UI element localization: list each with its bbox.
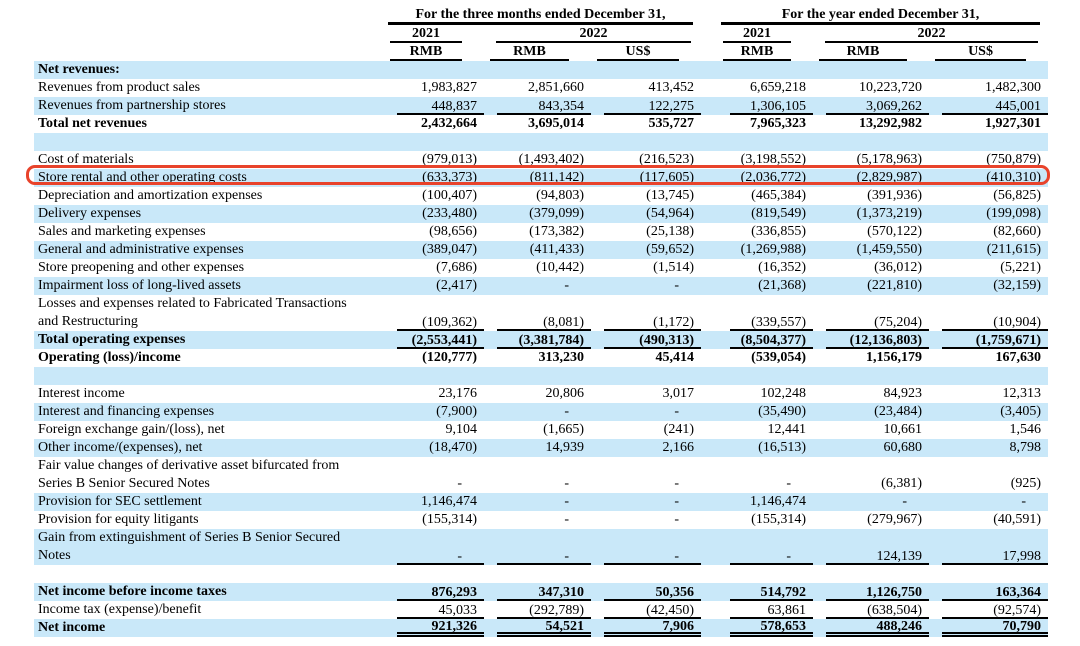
currency-header: US$ [597, 43, 679, 61]
year-header: 2022 [825, 25, 1038, 43]
cell-value [813, 133, 929, 151]
cell-value: 2,166 [591, 439, 701, 457]
cell-value: 1,306,105 [717, 97, 813, 115]
cell-value: (56,825) [993, 188, 1042, 203]
cell-value: (1,373,219) [813, 205, 929, 223]
cell-value: (391,936) [867, 188, 922, 203]
table-row [34, 97, 1048, 115]
cell-value: (1,172) [591, 313, 701, 331]
cell-value: (120,777) [422, 350, 477, 365]
cell-value [484, 529, 591, 547]
cell-value: 12,441 [767, 422, 806, 437]
cell-value: (92,574) [929, 601, 1048, 619]
cell-value: (490,313) [591, 331, 701, 349]
table-row [34, 241, 1048, 259]
cell-value: 122,275 [591, 97, 701, 115]
table-row [34, 313, 1048, 331]
cell-value: (54,964) [591, 205, 701, 223]
cell-value: 413,452 [648, 80, 694, 95]
year-header: 2021 [723, 25, 791, 43]
cell-value [591, 457, 701, 475]
cell-value: 535,727 [648, 116, 694, 131]
cell-value: (94,803) [536, 188, 584, 203]
table-row [34, 403, 1048, 421]
cell-value: - [717, 547, 813, 565]
cell-value: 3,069,262 [813, 97, 929, 115]
cell-value: - [564, 476, 569, 491]
cell-value: (21,368) [717, 277, 813, 295]
cell-value [717, 457, 813, 475]
currency-header: RMB [723, 43, 791, 61]
cell-value: 8,798 [929, 439, 1048, 457]
cell-value: (16,513) [717, 439, 813, 457]
cell-value: 578,653 [717, 619, 813, 637]
cell-value: 45,033 [384, 601, 484, 619]
cell-value: (1,493,402) [518, 152, 584, 167]
cell-value: - [384, 547, 484, 565]
row-label: Series B Senior Secured Notes [38, 476, 210, 491]
income-statement [34, 4, 1048, 637]
cell-value [717, 133, 813, 151]
cell-value [591, 529, 701, 547]
header-currency-row [34, 43, 1048, 61]
cell-value: (32,159) [929, 277, 1048, 295]
cell-value: 488,246 [813, 619, 929, 637]
cell-value [384, 61, 484, 79]
cell-value [384, 529, 484, 547]
cell-value: 124,139 [813, 547, 929, 565]
table-row [34, 457, 1048, 475]
cell-value: 63,861 [717, 601, 813, 619]
table-row [34, 205, 1048, 223]
cell-value: (23,484) [813, 403, 929, 421]
cell-value [484, 367, 591, 385]
cell-value: (411,433) [484, 241, 591, 259]
cell-value: 60,680 [813, 439, 929, 457]
cell-value: (35,490) [717, 403, 813, 421]
row-label: Operating (loss)/income [38, 350, 181, 365]
cell-value: (633,373) [384, 169, 484, 187]
cell-value: 167,630 [995, 350, 1042, 365]
cell-value [384, 133, 484, 151]
cell-value: (389,047) [384, 241, 484, 259]
table-row [34, 259, 1048, 277]
cell-value [384, 295, 484, 313]
cell-value [484, 295, 591, 313]
row-label: Total operating expenses [34, 331, 384, 349]
cell-value: (117,605) [591, 169, 701, 187]
cell-value: 1,146,474 [717, 493, 813, 511]
cell-value: (16,352) [758, 260, 806, 275]
cell-value: (2,036,772) [717, 169, 813, 187]
row-label: Total net revenues [38, 116, 147, 131]
table-row [34, 439, 1048, 457]
row-label: and Restructuring [38, 314, 138, 329]
cell-value: 13,292,982 [859, 116, 922, 131]
cell-value: - [591, 493, 701, 511]
cell-value: (109,362) [384, 313, 484, 331]
cell-value: (10,904) [929, 313, 1048, 331]
cell-value: 1,126,750 [813, 583, 929, 601]
currency-header: RMB [390, 43, 462, 61]
row-label: General and administrative expenses [34, 241, 384, 259]
cell-value: - [484, 403, 591, 421]
cell-value [813, 367, 929, 385]
cell-value: (173,382) [529, 224, 584, 239]
row-label: Revenues from product sales [38, 80, 201, 95]
cell-value: (6,381) [881, 476, 922, 491]
cell-value: (40,591) [993, 512, 1042, 527]
cell-value: (2,829,987) [813, 169, 929, 187]
cell-value: 20,806 [545, 386, 584, 401]
cell-value [813, 565, 929, 583]
header-year-row [34, 25, 1048, 43]
row-label: Gain from extinguishment of Series B Senior Secured [34, 529, 384, 547]
cell-value [813, 61, 929, 79]
cell-value: 1,927,301 [985, 116, 1042, 131]
table-row [34, 331, 1048, 349]
cell-value: (42,450) [591, 601, 701, 619]
cell-value: (7,686) [436, 260, 477, 275]
cell-value: 1,146,474 [384, 493, 484, 511]
cell-value: 7,965,323 [750, 116, 806, 131]
cell-value [384, 367, 484, 385]
cell-value: (819,549) [717, 205, 813, 223]
cell-value [484, 133, 591, 151]
cell-value: 102,248 [760, 386, 806, 401]
cell-value: (241) [663, 422, 694, 437]
cell-value [591, 565, 701, 583]
table-row [34, 529, 1048, 547]
cell-value [591, 133, 701, 151]
cell-value: (3,198,552) [740, 152, 806, 167]
cell-value: (3,381,784) [484, 331, 591, 349]
row-label: Net revenues: [34, 61, 384, 79]
cell-value: (1,459,550) [813, 241, 929, 259]
cell-value: (925) [1010, 476, 1042, 491]
cell-value: (233,480) [384, 205, 484, 223]
row-label: Interest income [38, 386, 125, 401]
cell-value: 10,223,720 [859, 80, 922, 95]
cell-value: (539,054) [751, 350, 806, 365]
row-label: Fair value changes of derivative asset bifurcated from [38, 458, 340, 473]
table-row [34, 349, 1048, 367]
cell-value: - [564, 512, 569, 527]
cell-value [384, 457, 484, 475]
currency-header: RMB [490, 43, 569, 61]
cell-value: 514,792 [717, 583, 813, 601]
spacer-row [34, 367, 1048, 385]
row-label: Sales and marketing expenses [38, 224, 206, 239]
cell-value: (336,855) [751, 224, 806, 239]
table-row [34, 223, 1048, 241]
cell-value: 163,364 [929, 583, 1048, 601]
row-label: Delivery expenses [34, 205, 384, 223]
cell-value: 876,293 [384, 583, 484, 601]
cell-value: 445,001 [929, 97, 1048, 115]
row-label: Provision for equity litigants [38, 512, 199, 527]
cell-value [384, 565, 484, 583]
cell-value [813, 529, 929, 547]
cell-value [717, 529, 813, 547]
cell-value: (10,442) [536, 260, 584, 275]
cell-value: (98,656) [429, 224, 477, 239]
cell-value: (2,553,441) [384, 331, 484, 349]
cell-value [929, 457, 1048, 475]
cell-value: - [786, 476, 791, 491]
cell-value: (1,269,988) [717, 241, 813, 259]
cell-value: 54,521 [484, 619, 591, 637]
cell-value: - [484, 493, 591, 511]
spacer-row [34, 565, 1048, 583]
cell-value [929, 295, 1048, 313]
cell-value: (410,310) [929, 169, 1048, 187]
cell-value: - [484, 277, 591, 295]
table-row [34, 79, 1048, 97]
cell-value: 313,230 [538, 350, 584, 365]
row-label: Notes [34, 547, 384, 565]
cell-value: - [813, 493, 929, 511]
cell-value: 70,790 [929, 619, 1048, 637]
cell-value: (12,136,803) [813, 331, 929, 349]
cell-value: (2,417) [384, 277, 484, 295]
table-row [34, 619, 1048, 637]
table-row [34, 61, 1048, 79]
cell-value [717, 565, 813, 583]
cell-value [484, 565, 591, 583]
row-label: Depreciation and amortization expenses [38, 188, 263, 203]
cell-value [591, 61, 701, 79]
currency-header: US$ [935, 43, 1026, 61]
cell-value: (216,523) [639, 152, 694, 167]
cell-value: (25,138) [646, 224, 694, 239]
row-label: Store preopening and other expenses [38, 260, 245, 275]
cell-value: 84,923 [883, 386, 922, 401]
period-group-title: For the three months ended December 31, [388, 4, 693, 25]
cell-value: (3,405) [929, 403, 1048, 421]
cell-value: 12,313 [1002, 386, 1042, 401]
cell-value: 3,695,014 [528, 116, 584, 131]
cell-value: 843,354 [484, 97, 591, 115]
cell-value: (155,314) [751, 512, 806, 527]
cell-value: (811,142) [484, 169, 591, 187]
cell-value [813, 457, 929, 475]
period-group-title: For the year ended December 31, [721, 4, 1040, 25]
table-row [34, 601, 1048, 619]
cell-value: 3,017 [662, 386, 694, 401]
cell-value: 10,661 [883, 422, 922, 437]
table-row [34, 187, 1048, 205]
row-label: Foreign exchange gain/(loss), net [38, 422, 225, 437]
cell-value: (465,384) [751, 188, 806, 203]
cell-value: (211,615) [929, 241, 1048, 259]
row-label: Provision for SEC settlement [34, 493, 384, 511]
row-label: Other income/(expenses), net [34, 439, 384, 457]
row-label: Income tax (expense)/benefit [38, 602, 202, 617]
table-row [34, 421, 1048, 439]
table-header [34, 4, 1048, 61]
cell-value: (1,665) [543, 422, 584, 437]
row-label: Interest and financing expenses [34, 403, 384, 421]
cell-value: (279,967) [867, 512, 922, 527]
cell-value: - [674, 476, 679, 491]
cell-value: (13,745) [646, 188, 694, 203]
table-row [34, 493, 1048, 511]
year-header: 2022 [496, 25, 691, 43]
cell-value: (36,012) [874, 260, 922, 275]
cell-value [591, 367, 701, 385]
spacer-row [34, 133, 1048, 151]
row-label: Revenues from partnership stores [34, 97, 384, 115]
cell-value: (18,470) [384, 439, 484, 457]
cell-value: (7,900) [384, 403, 484, 421]
cell-value [929, 529, 1048, 547]
cell-value: 14,939 [484, 439, 591, 457]
cell-value [929, 367, 1048, 385]
table-row [34, 547, 1048, 565]
cell-value: (155,314) [422, 512, 477, 527]
cell-value [717, 367, 813, 385]
table-row [34, 511, 1048, 529]
table-row [34, 385, 1048, 403]
cell-value: (59,652) [591, 241, 701, 259]
currency-header: RMB [819, 43, 907, 61]
table-row [34, 151, 1048, 169]
row-label: Cost of materials [38, 152, 134, 167]
row-label: Impairment loss of long-lived assets [34, 277, 384, 295]
cell-value: (75,204) [813, 313, 929, 331]
row-label: Net income before income taxes [34, 583, 384, 601]
cell-value: 448,837 [384, 97, 484, 115]
table-row [34, 475, 1048, 493]
cell-value: (8,504,377) [717, 331, 813, 349]
cell-value: (979,013) [422, 152, 477, 167]
cell-value: (5,221) [1000, 260, 1042, 275]
cell-value [484, 61, 591, 79]
cell-value: 347,310 [484, 583, 591, 601]
cell-value: - [591, 547, 701, 565]
cell-value: 1,983,827 [421, 80, 477, 95]
cell-value: (379,099) [484, 205, 591, 223]
table-row [34, 277, 1048, 295]
cell-value [929, 61, 1048, 79]
cell-value [591, 295, 701, 313]
cell-value: (750,879) [986, 152, 1042, 167]
cell-value: (199,098) [929, 205, 1048, 223]
cell-value: 9,104 [445, 422, 477, 437]
cell-value [717, 61, 813, 79]
cell-value: 50,356 [591, 583, 701, 601]
header-group-row [34, 4, 1048, 25]
cell-value: 17,998 [929, 547, 1048, 565]
cell-value: 23,176 [438, 386, 477, 401]
cell-value: - [591, 277, 701, 295]
cell-value: (82,660) [993, 224, 1042, 239]
table-body [34, 61, 1048, 637]
cell-value: 1,546 [1009, 422, 1042, 437]
income-statement-table [34, 4, 1048, 637]
cell-value: - [457, 476, 462, 491]
cell-value [813, 295, 929, 313]
cell-value [717, 295, 813, 313]
cell-value: - [591, 403, 701, 421]
cell-value: (292,789) [484, 601, 591, 619]
cell-value: 1,156,179 [866, 350, 922, 365]
cell-value: (5,178,963) [856, 152, 922, 167]
row-label: Net income [34, 619, 384, 637]
year-header: 2021 [390, 25, 462, 43]
table-row [34, 115, 1048, 133]
table-row [34, 295, 1048, 313]
cell-value: 45,414 [655, 350, 694, 365]
cell-value [929, 133, 1048, 151]
cell-value: - [929, 493, 1048, 511]
cell-value: (1,514) [653, 260, 694, 275]
cell-value: 1,482,300 [985, 80, 1042, 95]
cell-value: (339,557) [717, 313, 813, 331]
row-label: Store rental and other operating costs [34, 169, 384, 187]
table-row [34, 583, 1048, 601]
row-label: Losses and expenses related to Fabricated Transactions [38, 296, 347, 311]
cell-value: 2,432,664 [421, 116, 477, 131]
cell-value: (1,759,671) [929, 331, 1048, 349]
cell-value: - [484, 547, 591, 565]
cell-value: (100,407) [422, 188, 477, 203]
cell-value: - [674, 512, 679, 527]
cell-value: (8,081) [484, 313, 591, 331]
cell-value: 2,851,660 [528, 80, 584, 95]
cell-value: 921,326 [384, 619, 484, 637]
highlighted-row [34, 169, 1048, 187]
cell-value [484, 457, 591, 475]
cell-value: 7,906 [591, 619, 701, 637]
cell-value: (570,122) [867, 224, 922, 239]
cell-value: (221,810) [813, 277, 929, 295]
cell-value: (638,504) [813, 601, 929, 619]
cell-value: 6,659,218 [750, 80, 806, 95]
cell-value [929, 565, 1048, 583]
